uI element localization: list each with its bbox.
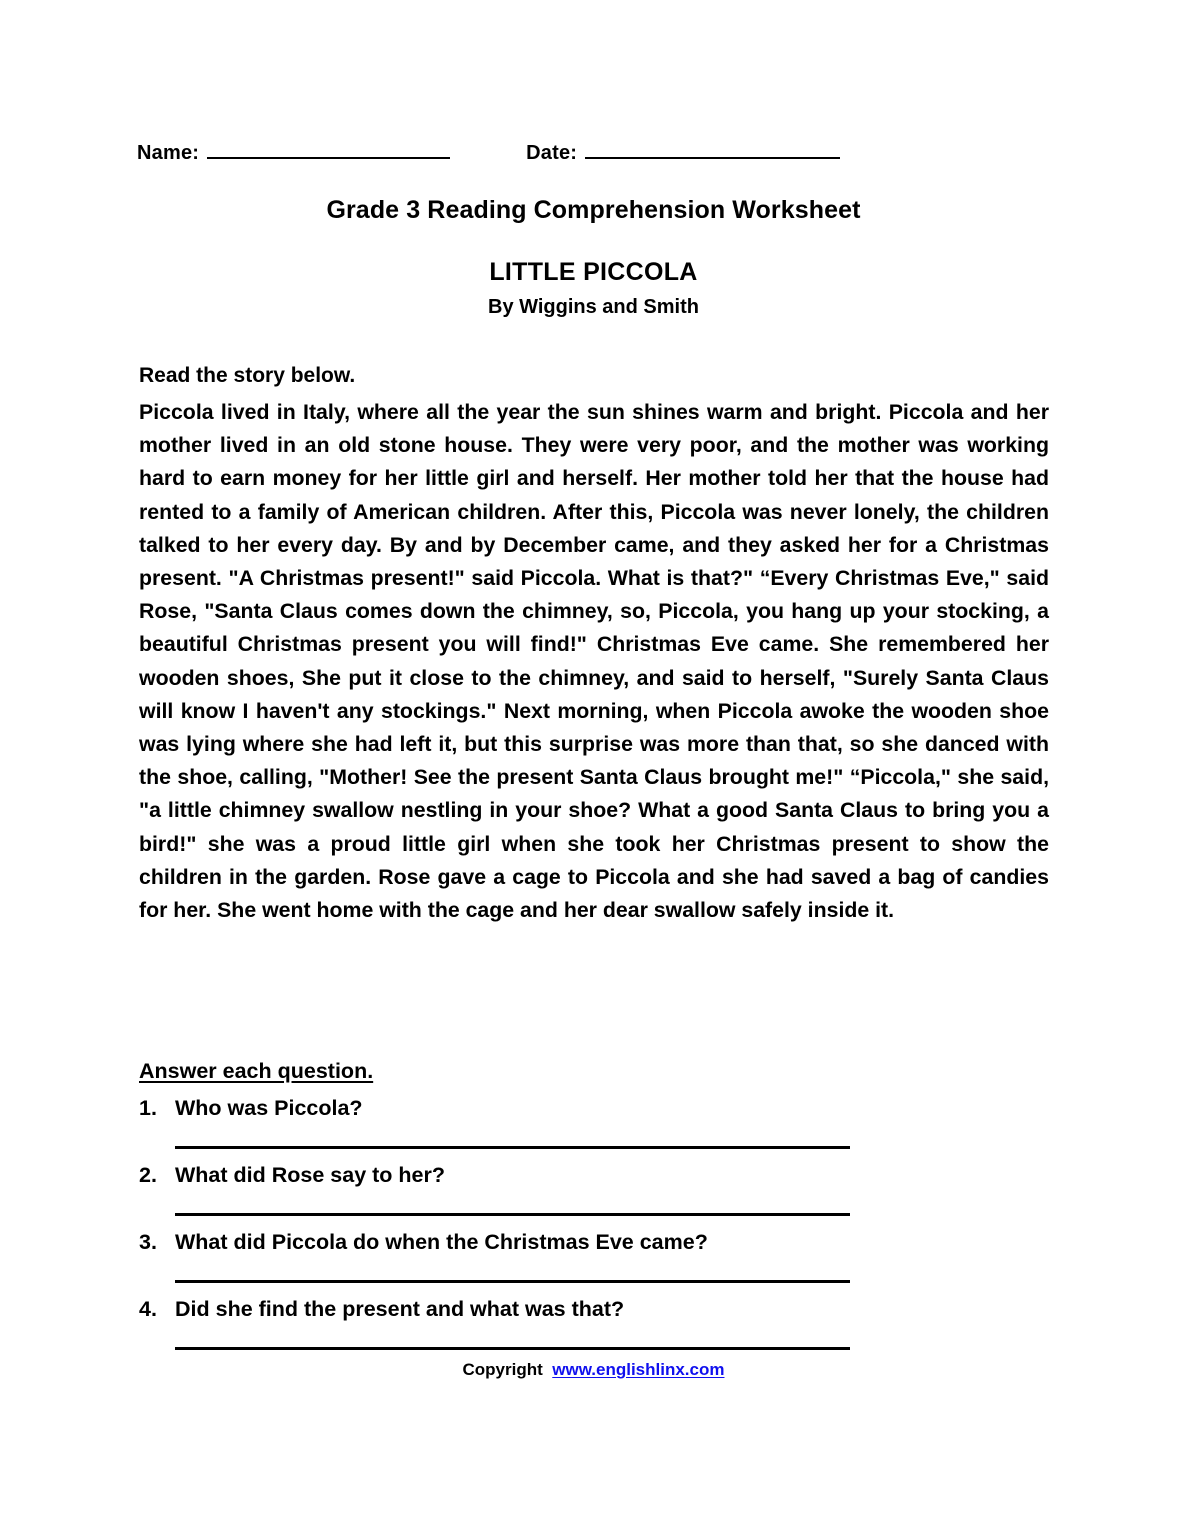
date-blank-line[interactable]	[585, 140, 840, 159]
question-number: 2.	[139, 1163, 157, 1187]
question-text: Who was Piccola?	[175, 1096, 363, 1120]
copyright-label: Copyright	[462, 1360, 543, 1379]
question-list	[139, 1096, 1054, 1364]
name-date-row	[137, 140, 1047, 170]
name-blank-line[interactable]	[207, 140, 450, 159]
question-number: 4.	[139, 1297, 157, 1321]
question-item	[139, 1230, 1054, 1297]
story-title: LITTLE PICCOLA	[489, 258, 698, 286]
answer-blank-line[interactable]	[175, 1280, 850, 1283]
question-item	[139, 1096, 1054, 1163]
question-item	[139, 1163, 1054, 1230]
read-instruction: Read the story below.	[139, 364, 356, 387]
answer-blank-line[interactable]	[175, 1213, 850, 1216]
question-number: 1.	[139, 1096, 157, 1120]
date-label: Date:	[526, 142, 578, 164]
answer-blank-line[interactable]	[175, 1347, 850, 1350]
story-passage: Piccola lived in Italy, where all the year the sun shines warm and bright. Piccola and her mother lived in an old stone house. They were very poor, and the mother was working hard to earn money for her little girl and herself. Her mother told her that the house had rented to a family of American children. After this, Piccola was never lonely, the children talked to her every day. By and by December came, and they asked her for a Christmas present. "A Christmas present!" said Piccola. What is that?" “Every Christmas Eve," said Rose, "Santa Claus comes down the chimney, so, Piccola, you hang up your stocking, a beautiful Christmas present you will find!" Christmas Eve came. She remembered her wooden shoes, She put it close to the chimney, and said to herself, "Surely Santa Claus will know I haven't any stockings." Next morning, when Piccola awoke the wooden shoe was lying where she had left it, but this surprise was more than that, so she danced with the shoe, calling, "Mother! See the present Santa Claus brought me!" “Piccola," she said, "a little chimney swallow nestling in your shoe? What a good Santa Claus to bring you a bird!" she was a proud little girl when she took her Christmas present to show the children in the garden. Rose gave a cage to Piccola and she had saved a bag of candies for her. She went home with the cage and her dear swallow safely inside it.	[139, 400, 1049, 923]
answer-instruction: Answer each question.	[139, 1059, 374, 1083]
footer	[0, 1360, 1187, 1380]
question-item	[139, 1297, 1054, 1364]
name-label: Name:	[137, 142, 200, 164]
worksheet-title: Grade 3 Reading Comprehension Worksheet	[326, 196, 861, 224]
answer-blank-line[interactable]	[175, 1146, 850, 1149]
englishlinx-link[interactable]: www.englishlinx.com	[552, 1360, 725, 1379]
question-text: What did Piccola do when the Christmas Eve came?	[175, 1230, 708, 1254]
story-author: By Wiggins and Smith	[488, 296, 699, 318]
question-text: Did she find the present and what was that?	[175, 1297, 625, 1321]
question-number: 3.	[139, 1230, 157, 1254]
question-text: What did Rose say to her?	[175, 1163, 445, 1187]
